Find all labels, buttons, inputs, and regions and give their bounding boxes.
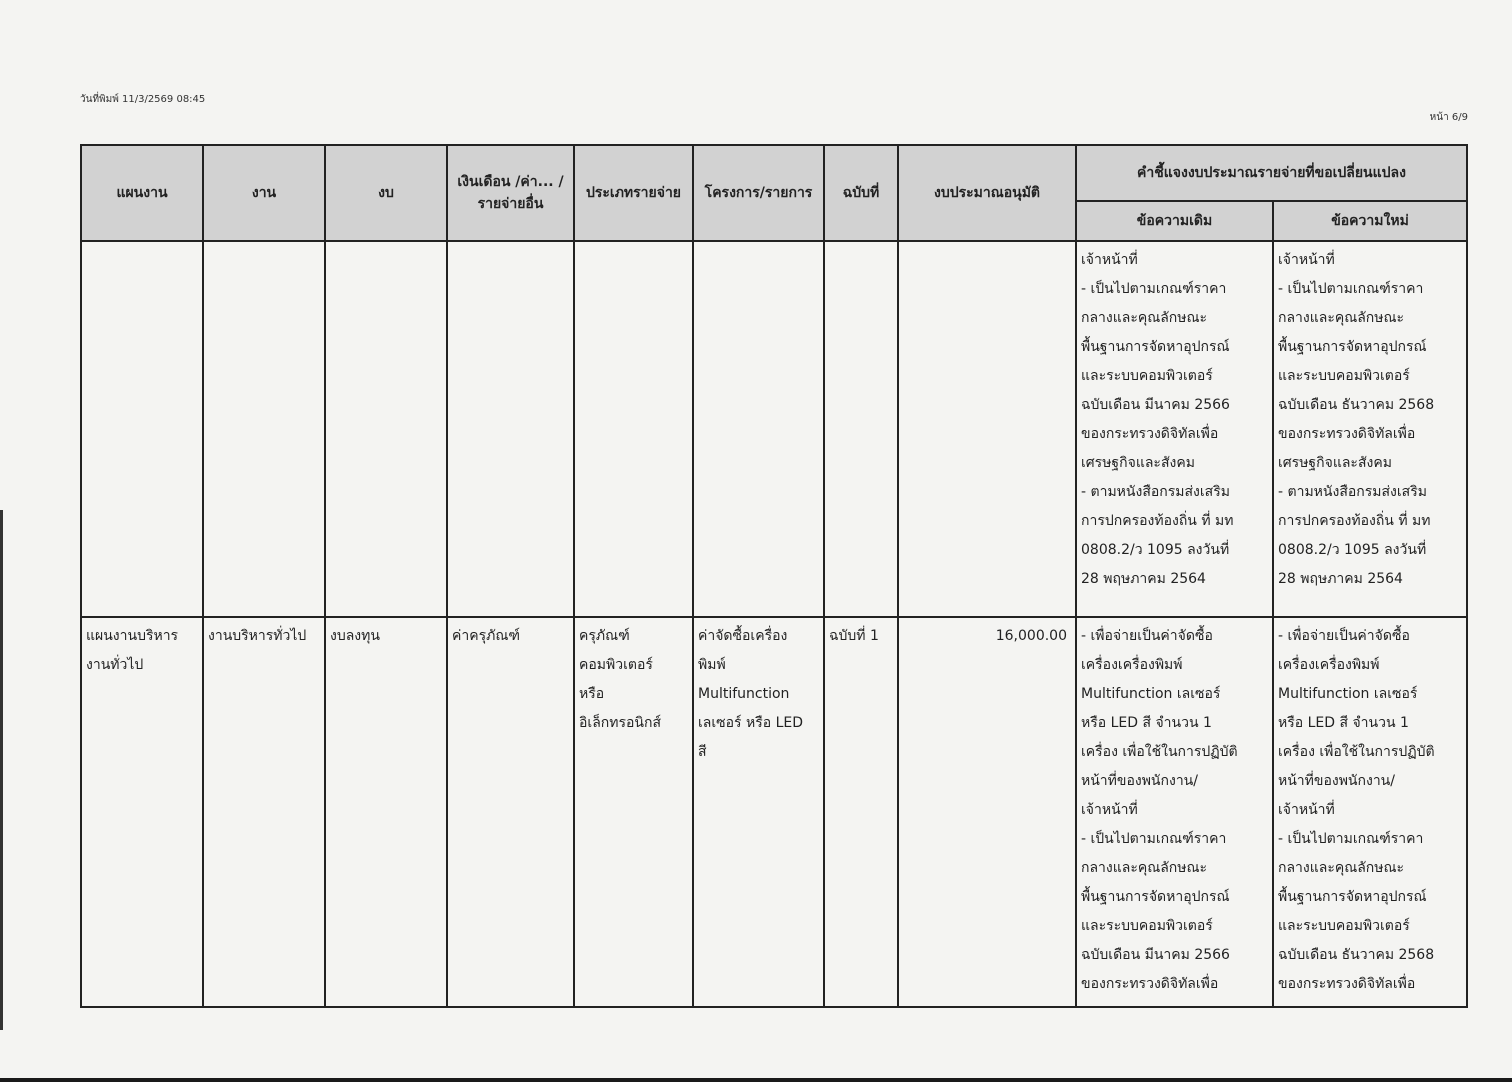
cell-salary bbox=[447, 617, 574, 1007]
text-line: เศรษฐกิจและสังคม bbox=[1278, 455, 1392, 471]
header-version: ฉบับที่ bbox=[824, 145, 898, 241]
text-line: ของกระทรวงดิจิทัลเพื่อ bbox=[1081, 426, 1219, 442]
text-line: หน้าที่ของพนักงาน/ bbox=[1278, 773, 1395, 789]
text-line: พิมพ์ bbox=[698, 657, 726, 673]
cell-original-text bbox=[1076, 617, 1273, 1007]
cell-budget bbox=[325, 241, 447, 617]
cell-project bbox=[693, 241, 824, 617]
text-line: กลางและคุณลักษณะ bbox=[1278, 310, 1405, 326]
text-line: - เป็นไปตามเกณฑ์ราคา bbox=[1278, 831, 1424, 847]
text-line: - เป็นไปตามเกณฑ์ราคา bbox=[1081, 831, 1227, 847]
cell-expense-type bbox=[574, 617, 693, 1007]
text-line: - เพื่อจ่ายเป็นค่าจัดซื้อ bbox=[1278, 628, 1410, 644]
text-line: พื้นฐานการจัดหาอุปกรณ์ bbox=[1278, 889, 1427, 905]
header-project: โครงการ/รายการ bbox=[693, 145, 824, 241]
text-line: และระบบคอมพิวเตอร์ bbox=[1278, 918, 1410, 934]
text-line: เครื่องเครื่องพิมพ์ bbox=[1081, 657, 1183, 673]
header-explanation: คำชี้แจงงบประมาณรายจ่ายที่ขอเปลี่ยนแปลง bbox=[1076, 145, 1467, 201]
text-line: ฉบับเดือน ธันวาคม 2568 bbox=[1278, 947, 1435, 963]
cell-new-text bbox=[1273, 241, 1467, 617]
text-line: เลเซอร์ หรือ LED bbox=[698, 715, 804, 731]
text-line: เจ้าหน้าที่ bbox=[1278, 252, 1335, 268]
table-row bbox=[81, 617, 1467, 1007]
header-expense-type: ประเภทรายจ่าย bbox=[574, 145, 693, 241]
text-line: งบลงทุน bbox=[330, 628, 380, 644]
text-line: - ตามหนังสือกรมส่งเสริม bbox=[1081, 484, 1230, 500]
text-line: หน้าที่ของพนักงาน/ bbox=[1081, 773, 1198, 789]
cell-work bbox=[203, 617, 325, 1007]
print-date: วันที่พิมพ์ 11/3/2569 08:45 bbox=[80, 94, 206, 105]
text-line: การปกครองท้องถิ่น ที่ มท bbox=[1278, 513, 1431, 529]
text-line: ของกระทรวงดิจิทัลเพื่อ bbox=[1278, 976, 1416, 992]
cell-project bbox=[693, 617, 824, 1007]
page-number: หน้า 6/9 bbox=[1429, 112, 1468, 123]
text-line: เจ้าหน้าที่ bbox=[1278, 802, 1335, 818]
header-plan: แผนงาน bbox=[81, 145, 203, 241]
cell-salary bbox=[447, 241, 574, 617]
text-line: เจ้าหน้าที่ bbox=[1081, 802, 1138, 818]
text-line: หรือ LED สี จำนวน 1 bbox=[1278, 715, 1409, 731]
text-line: หรือ LED สี จำนวน 1 bbox=[1081, 715, 1212, 731]
text-line: พื้นฐานการจัดหาอุปกรณ์ bbox=[1081, 889, 1230, 905]
text-line: พื้นฐานการจัดหาอุปกรณ์ bbox=[1081, 339, 1230, 355]
text-line: แผนงานบริหาร bbox=[86, 628, 179, 644]
text-line: ฉบับเดือน มีนาคม 2566 bbox=[1081, 947, 1230, 963]
cell-budget bbox=[325, 617, 447, 1007]
scan-edge bbox=[0, 510, 3, 1030]
table-row bbox=[81, 241, 1467, 617]
header-budget: งบ bbox=[325, 145, 447, 241]
text-line: และระบบคอมพิวเตอร์ bbox=[1081, 918, 1213, 934]
header-salary: เงินเดือน /ค่า... / รายจ่ายอื่น bbox=[447, 145, 574, 241]
text-line: ค่าจัดซื้อเครื่อง bbox=[698, 628, 788, 644]
text-line: กลางและคุณลักษณะ bbox=[1081, 860, 1208, 876]
text-line: หรือ bbox=[579, 686, 605, 702]
text-line: พื้นฐานการจัดหาอุปกรณ์ bbox=[1278, 339, 1427, 355]
cell-approved-budget: 16,000.00 bbox=[898, 617, 1076, 1007]
text-line: Multifunction เลเซอร์ bbox=[1081, 686, 1221, 702]
text-line: อิเล็กทรอนิกส์ bbox=[579, 715, 661, 731]
text-line: - เป็นไปตามเกณฑ์ราคา bbox=[1278, 281, 1424, 297]
text-line: Multifunction เลเซอร์ bbox=[1278, 686, 1418, 702]
budget-change-table bbox=[80, 144, 1468, 1008]
text-line: และระบบคอมพิวเตอร์ bbox=[1278, 368, 1410, 384]
scan-edge bbox=[0, 1078, 1512, 1082]
text-line: - ตามหนังสือกรมส่งเสริม bbox=[1278, 484, 1427, 500]
text-line: เครื่อง เพื่อใช้ในการปฏิบัติ bbox=[1081, 744, 1238, 760]
cell-expense-type bbox=[574, 241, 693, 617]
text-line: เครื่อง เพื่อใช้ในการปฏิบัติ bbox=[1278, 744, 1435, 760]
cell-version bbox=[824, 617, 898, 1007]
text-line: เศรษฐกิจและสังคม bbox=[1081, 455, 1195, 471]
text-line: 28 พฤษภาคม 2564 bbox=[1278, 571, 1403, 587]
text-line: Multifunction bbox=[698, 686, 790, 702]
text-line: ของกระทรวงดิจิทัลเพื่อ bbox=[1278, 426, 1416, 442]
text-line: เจ้าหน้าที่ bbox=[1081, 252, 1138, 268]
text-line: ฉบับเดือน ธันวาคม 2568 bbox=[1278, 397, 1435, 413]
text-line: 0808.2/ว 1095 ลงวันที่ bbox=[1278, 542, 1427, 558]
text-line: 28 พฤษภาคม 2564 bbox=[1081, 571, 1206, 587]
text-line: กลางและคุณลักษณะ bbox=[1081, 310, 1208, 326]
cell-new-text bbox=[1273, 617, 1467, 1007]
cell-plan bbox=[81, 241, 203, 617]
text-line: ฉบับเดือน มีนาคม 2566 bbox=[1081, 397, 1230, 413]
text-line: และระบบคอมพิวเตอร์ bbox=[1081, 368, 1213, 384]
cell-approved-budget bbox=[898, 241, 1076, 617]
text-line: งานบริหารทั่วไป bbox=[208, 628, 307, 644]
header-new-text: ข้อความใหม่ bbox=[1273, 201, 1467, 241]
header-work: งาน bbox=[203, 145, 325, 241]
text-line: ฉบับที่ 1 bbox=[829, 628, 879, 644]
text-line: ค่าครุภัณฑ์ bbox=[452, 628, 520, 644]
text-line: เครื่องเครื่องพิมพ์ bbox=[1278, 657, 1380, 673]
text-line: - เพื่อจ่ายเป็นค่าจัดซื้อ bbox=[1081, 628, 1213, 644]
text-line: งานทั่วไป bbox=[86, 657, 144, 673]
text-line: 0808.2/ว 1095 ลงวันที่ bbox=[1081, 542, 1230, 558]
text-line: - เป็นไปตามเกณฑ์ราคา bbox=[1081, 281, 1227, 297]
header-approved-budget: งบประมาณอนุมัติ bbox=[898, 145, 1076, 241]
text-line: สี bbox=[698, 744, 707, 760]
cell-work bbox=[203, 241, 325, 617]
cell-original-text bbox=[1076, 241, 1273, 617]
text-line: กลางและคุณลักษณะ bbox=[1278, 860, 1405, 876]
text-line: ของกระทรวงดิจิทัลเพื่อ bbox=[1081, 976, 1219, 992]
cell-plan bbox=[81, 617, 203, 1007]
text-line: ครุภัณฑ์ bbox=[579, 628, 630, 644]
text-line: การปกครองท้องถิ่น ที่ มท bbox=[1081, 513, 1234, 529]
text-line: คอมพิวเตอร์ bbox=[579, 657, 653, 673]
header-original-text: ข้อความเดิม bbox=[1076, 201, 1273, 241]
cell-version bbox=[824, 241, 898, 617]
